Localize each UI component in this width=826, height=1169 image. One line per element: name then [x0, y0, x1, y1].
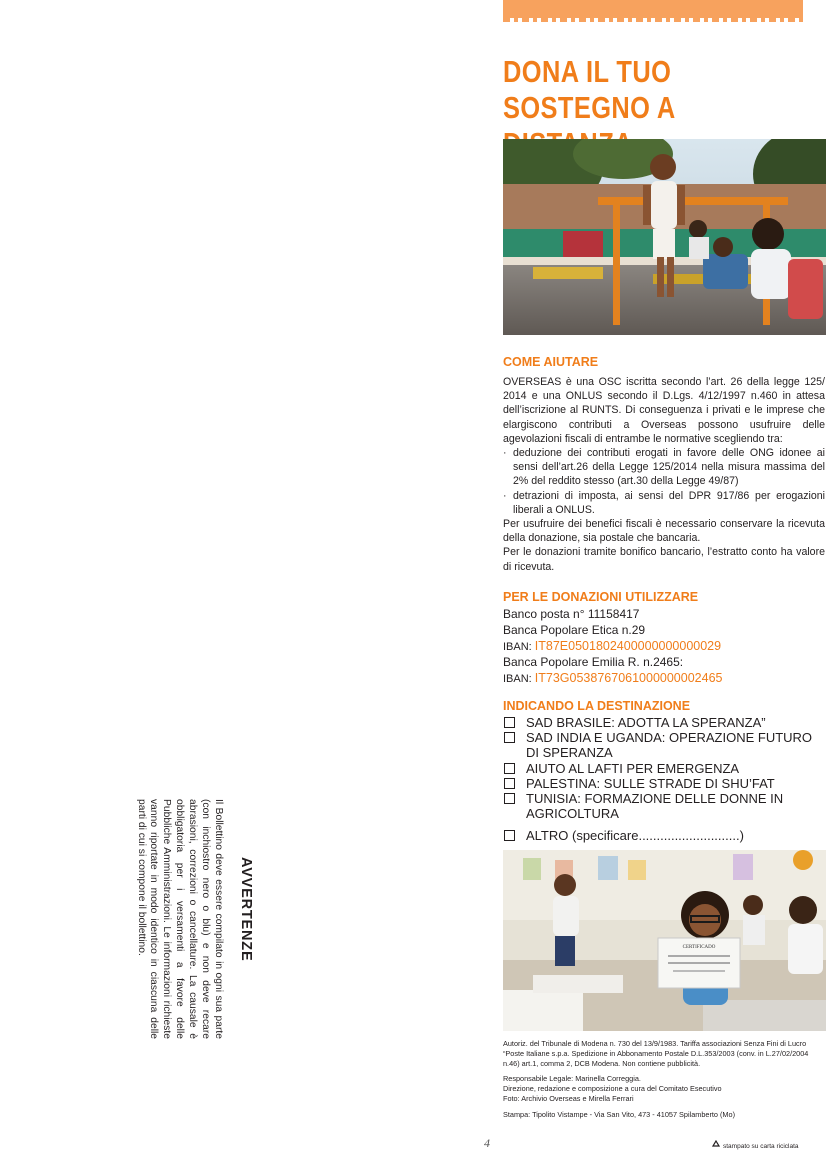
banca-emilia-line: Banca Popolare Emilia R. n.2465:	[503, 655, 684, 670]
destinazione-item-label: ALTRO (specificare............................)	[526, 828, 744, 844]
avvertenze-title: AVVERTENZE	[238, 857, 254, 962]
recycled-paper-note	[711, 1140, 799, 1150]
certificate-text: CERTIFICADO	[682, 945, 716, 950]
come-aiutare-heading: COME AIUTARE	[503, 355, 599, 369]
playground-photo	[503, 139, 826, 335]
come-aiutare-bullet-1: · deduzione dei contributi erogati in favore delle ONG idonee ai sensi dell’art.26 della Legge 125/2014 nella misura massima del 2% del reddito stesso (art.30 della Legge 49/87)	[503, 446, 825, 489]
come-aiutare-bullet-2: · detrazioni di imposta, ai sensi del DPR 917/86 per erogazioni liberali a ONLUS.	[503, 489, 825, 517]
title-line-1: DONA IL TUO	[503, 54, 672, 89]
iban-value-2: IT73G0538767061000000002465	[534, 671, 723, 686]
come-aiutare-para-3: Per le donazioni tramite bonifico bancario, l’estratto conto ha valore di ricevuta.	[503, 546, 825, 573]
colophon-responsabile: Responsabile Legale: Marinella Correggia.	[503, 1074, 641, 1084]
iban-line-1	[503, 639, 722, 656]
destinazione-item-label: AIUTO AL LAFTI PER EMERGENZA	[526, 760, 740, 776]
checkbox[interactable]	[504, 793, 515, 804]
colophon-autorizzazione: Autoriz. del Tribunale di Modena n. 730 del 13/9/1983. Tariffa associazioni Senza Fini di Lucro	[503, 1039, 807, 1048]
iban-label: IBAN:	[503, 640, 535, 653]
colophon	[503, 1039, 823, 1120]
banca-etica-line: Banca Popolare Etica n.29	[503, 622, 646, 637]
classroom-photo	[503, 850, 826, 1031]
colophon-direzione: Direzione, redazione e composizione a cura del Comitato Esecutivo	[503, 1084, 722, 1094]
colophon-foto: Foto: Archivio Overseas e Mirella Ferrari	[503, 1093, 634, 1103]
iban-line-2	[503, 671, 722, 688]
checkbox[interactable]	[504, 763, 515, 774]
destinazione-item[interactable]	[503, 761, 825, 776]
destinazione-item[interactable]	[503, 776, 825, 791]
title-line-2: SOSTEGNO A	[503, 90, 675, 125]
checkbox[interactable]	[504, 732, 515, 743]
avvertenze-block	[119, 799, 254, 1039]
destinazione-item[interactable]	[503, 791, 825, 821]
checkbox[interactable]	[504, 717, 515, 728]
recycle-icon	[711, 1140, 721, 1150]
iban-value-1: IT87E0501802400000000000029	[534, 638, 722, 653]
iban-label: IBAN:	[503, 673, 535, 686]
destinazione-item[interactable]	[503, 715, 825, 730]
banco-posta-line: Banco posta n° 11158417	[503, 607, 640, 621]
decorative-brush-strip	[503, 0, 803, 18]
destinazione-list	[503, 715, 825, 844]
destinazione-heading: INDICANDO LA DESTINAZIONE	[503, 699, 691, 713]
destinazione-item-label: TUNISIA: FORMAZIONE DELLE DONNE IN AGRICOLTURA	[526, 791, 784, 822]
come-aiutare-para-2: Per usufruire dei benefici fiscali è necessario conservare la ricevuta della donazione, sia postale che bancaria.	[503, 518, 825, 545]
destinazione-item-label: PALESTINA: SULLE STRADE DI SHU’FAT	[526, 775, 775, 791]
donazioni-details	[503, 607, 722, 688]
checkbox[interactable]	[504, 830, 515, 841]
recycled-paper-text: stampato su carta riciclata	[723, 1143, 799, 1150]
destinazione-item-label: SAD INDIA E UGANDA: OPERAZIONE FUTURO DI SPERANZA	[526, 730, 813, 761]
destinazione-item[interactable]	[503, 828, 825, 843]
colophon-stampa: Stampa: Tipolito Vistampe - Via San Vito, 473 - 41057 Spilamberto (Mo)	[503, 1109, 736, 1119]
come-aiutare-intro: OVERSEAS è una OSC iscritta secondo l’art. 26 della legge 125/ 2014 e una ONLUS secondo il D.Lgs. 4/12/1997 n.460 in attesa dell’iscrizione al RUNTS. Di conseguenza i privati e le imprese che elargiscono contributi a Overseas possono usufruire delle agevolazioni fiscali di entrambe le normative scegliendo tra:	[503, 376, 825, 445]
checkbox[interactable]	[504, 778, 515, 789]
colophon-poste: “Poste Italiane s.p.a. Spedizione in Abbonamento Postale D.L.353/2003 (conv. in L.27/02/2004 n.46) art.1, comma 2, DCB Modena. Non contiene pubblicità.	[503, 1048, 809, 1068]
avvertenze-text: Il Bollettino deve essere compilato in ogni sua parte (con inchiostro nero o blu) e non deve recare abrasioni, correzioni o cancellature. La causale è obbligatoria per i versamenti a favore delle Pubbliche Amministrazioni. Le informazioni richieste vanno riportate in modo identico in ciascuna delle parti di cui si compone il bollettino.	[135, 799, 224, 1039]
destinazione-item[interactable]	[503, 730, 825, 760]
page-number: 4	[484, 1136, 490, 1150]
come-aiutare-body	[503, 375, 825, 574]
destinazione-item-label: SAD BRASILE: ADOTTA LA SPERANZA”	[526, 715, 766, 730]
donazioni-heading: PER LE DONAZIONI UTILIZZARE	[503, 590, 699, 604]
